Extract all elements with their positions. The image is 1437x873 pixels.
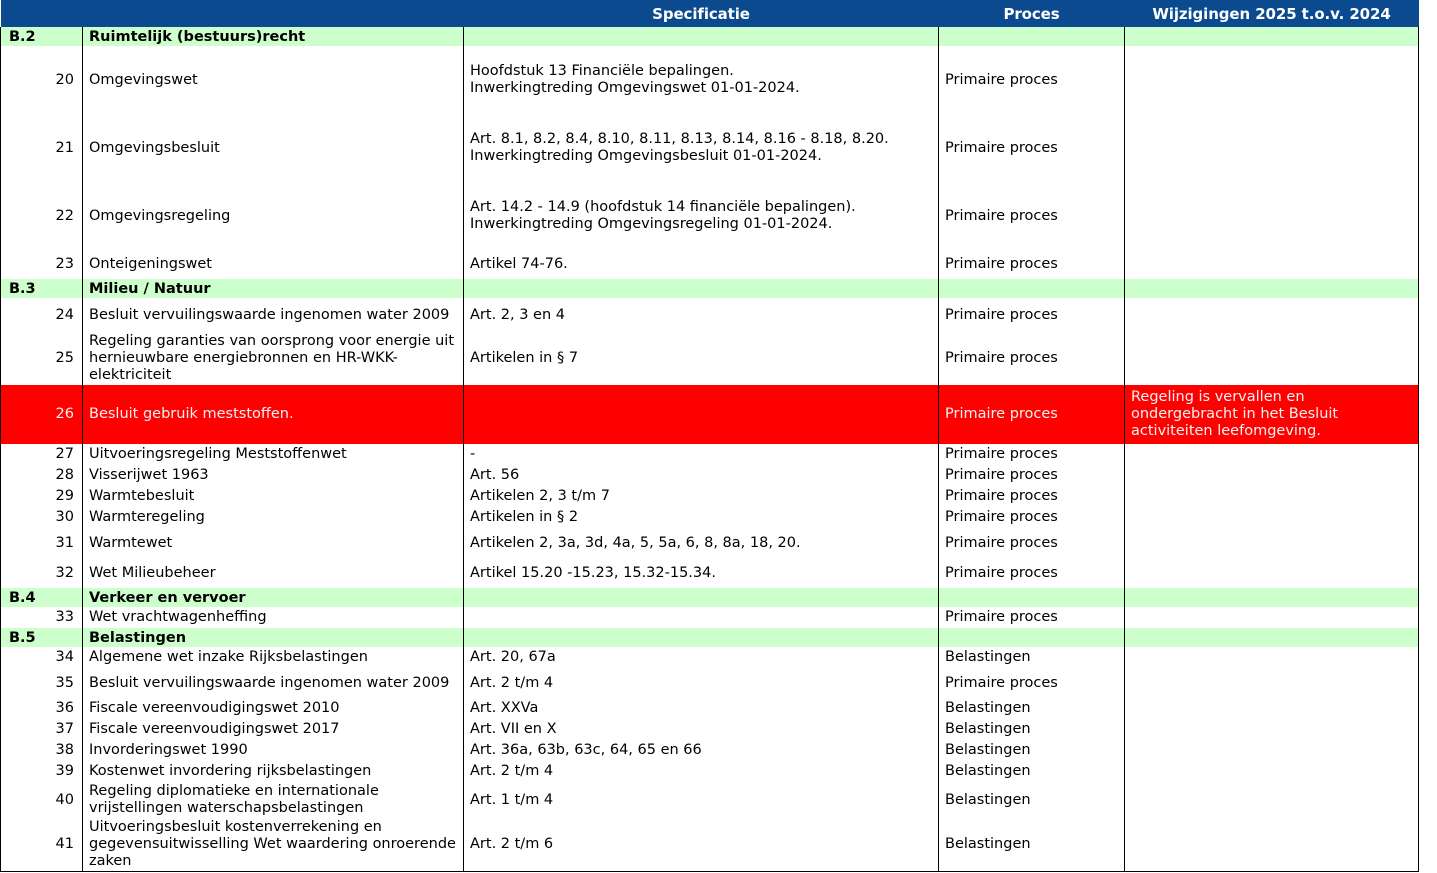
table-header-row: [1, 0, 1419, 27]
row-wijzigingen: [1125, 782, 1419, 818]
row-proces: Belastingen: [939, 761, 1125, 782]
table-header: [1, 0, 1419, 27]
row-specificatie: Hoofdstuk 13 Financiële bepalingen. Inwerkingtreding Omgevingswet 01-01-2024.: [464, 46, 939, 114]
table-row: [1, 385, 1419, 444]
row-specificatie: -: [464, 444, 939, 465]
table-row: [1, 486, 1419, 507]
row-specificatie: Art. VII en X: [464, 719, 939, 740]
section-header-row: [1, 279, 1419, 298]
row-proces: Primaire proces: [939, 507, 1125, 528]
section-proces-blank: [939, 279, 1125, 298]
row-regeling: Fiscale vereenvoudigingswet 2010: [83, 698, 464, 719]
row-regeling: Warmtewet: [83, 528, 464, 558]
row-number: 28: [1, 465, 83, 486]
section-title: Ruimtelijk (bestuurs)recht: [83, 27, 464, 46]
row-specificatie: Art. 2 t/m 4: [464, 668, 939, 698]
row-specificatie: Art. 8.1, 8.2, 8.4, 8.10, 8.11, 8.13, 8.14, 8.16 - 8.18, 8.20. Inwerkingtreding Omgevingsbesluit 01-01-2024.: [464, 114, 939, 182]
row-regeling: Visserijwet 1963: [83, 465, 464, 486]
table-row: [1, 698, 1419, 719]
row-regeling: Invorderingswet 1990: [83, 740, 464, 761]
row-specificatie: Artikelen in § 2: [464, 507, 939, 528]
row-wijzigingen: [1125, 740, 1419, 761]
row-number: 32: [1, 558, 83, 588]
row-proces: Belastingen: [939, 647, 1125, 668]
section-proces-blank: [939, 628, 1125, 647]
table-row: [1, 332, 1419, 385]
row-regeling: Warmtebesluit: [83, 486, 464, 507]
row-proces: Belastingen: [939, 740, 1125, 761]
row-proces: Belastingen: [939, 698, 1125, 719]
row-proces: Primaire proces: [939, 668, 1125, 698]
row-wijzigingen: [1125, 719, 1419, 740]
row-proces: Belastingen: [939, 719, 1125, 740]
section-spec-blank: [464, 588, 939, 607]
row-proces: Primaire proces: [939, 298, 1125, 332]
row-proces: Belastingen: [939, 782, 1125, 818]
row-regeling: Regeling diplomatieke en internationale vrijstellingen waterschapsbelastingen: [83, 782, 464, 818]
row-wijzigingen: [1125, 486, 1419, 507]
section-code: B.4: [1, 588, 83, 607]
section-header-row: [1, 27, 1419, 46]
table-row: [1, 668, 1419, 698]
row-specificatie: Artikelen in § 7: [464, 332, 939, 385]
row-proces: Primaire proces: [939, 182, 1125, 250]
row-number: 35: [1, 668, 83, 698]
section-spec-blank: [464, 27, 939, 46]
row-number: 37: [1, 719, 83, 740]
row-wijzigingen: [1125, 528, 1419, 558]
row-number: 38: [1, 740, 83, 761]
row-number: 33: [1, 607, 83, 628]
table-row: [1, 647, 1419, 668]
row-number: 22: [1, 182, 83, 250]
row-wijzigingen: [1125, 507, 1419, 528]
row-wijzigingen: [1125, 46, 1419, 114]
section-title: Milieu / Natuur: [83, 279, 464, 298]
row-number: 27: [1, 444, 83, 465]
table-body: [1, 27, 1419, 872]
row-wijzigingen: [1125, 698, 1419, 719]
row-proces: Primaire proces: [939, 46, 1125, 114]
row-specificatie: Art. 2 t/m 6: [464, 818, 939, 872]
row-number: 21: [1, 114, 83, 182]
table-row: [1, 114, 1419, 182]
section-title: Belastingen: [83, 628, 464, 647]
row-number: 24: [1, 298, 83, 332]
section-wijzigingen-blank: [1125, 279, 1419, 298]
row-wijzigingen: [1125, 298, 1419, 332]
column-header-wijzigingen: Wijzigingen 2025 t.o.v. 2024: [1125, 0, 1419, 27]
row-specificatie: [464, 385, 939, 444]
table-row: [1, 528, 1419, 558]
row-wijzigingen: Regeling is vervallen en ondergebracht in het Besluit activiteiten leefomgeving.: [1125, 385, 1419, 444]
row-regeling: Algemene wet inzake Rijksbelastingen: [83, 647, 464, 668]
row-regeling: Kostenwet invordering rijksbelastingen: [83, 761, 464, 782]
section-proces-blank: [939, 27, 1125, 46]
row-wijzigingen: [1125, 818, 1419, 872]
row-specificatie: Artikel 15.20 -15.23, 15.32-15.34.: [464, 558, 939, 588]
row-proces: Primaire proces: [939, 607, 1125, 628]
row-regeling: Wet vrachtwagenheffing: [83, 607, 464, 628]
row-specificatie: Art. 2, 3 en 4: [464, 298, 939, 332]
row-regeling: Uitvoeringsbesluit kostenverrekening en gegevensuitwisselling Wet waardering onroerende zaken: [83, 818, 464, 872]
row-specificatie: Art. 2 t/m 4: [464, 761, 939, 782]
section-proces-blank: [939, 588, 1125, 607]
table-row: [1, 298, 1419, 332]
section-wijzigingen-blank: [1125, 27, 1419, 46]
section-wijzigingen-blank: [1125, 628, 1419, 647]
table-row: [1, 607, 1419, 628]
section-header-row: [1, 588, 1419, 607]
table-row: [1, 182, 1419, 250]
table-row: [1, 46, 1419, 114]
row-wijzigingen: [1125, 332, 1419, 385]
section-code: B.2: [1, 27, 83, 46]
row-wijzigingen: [1125, 444, 1419, 465]
row-specificatie: Art. XXVa: [464, 698, 939, 719]
row-proces: Primaire proces: [939, 444, 1125, 465]
row-proces: Primaire proces: [939, 332, 1125, 385]
row-number: 23: [1, 250, 83, 279]
row-proces: Belastingen: [939, 818, 1125, 872]
row-specificatie: Artikel 74-76.: [464, 250, 939, 279]
column-header-specificatie: Specificatie: [464, 0, 939, 27]
row-regeling: Regeling garanties van oorsprong voor energie uit hernieuwbare energiebronnen en HR-WKK-elektriciteit: [83, 332, 464, 385]
row-specificatie: Art. 20, 67a: [464, 647, 939, 668]
table-row: [1, 761, 1419, 782]
table-row: [1, 444, 1419, 465]
table-row: [1, 719, 1419, 740]
column-header-regeling: [83, 0, 464, 27]
row-regeling: Warmteregeling: [83, 507, 464, 528]
row-specificatie: [464, 607, 939, 628]
row-number: 40: [1, 782, 83, 818]
section-wijzigingen-blank: [1125, 588, 1419, 607]
row-regeling: Omgevingsbesluit: [83, 114, 464, 182]
row-regeling: Besluit vervuilingswaarde ingenomen water 2009: [83, 298, 464, 332]
column-header-nr: [1, 0, 83, 27]
table-row: [1, 818, 1419, 872]
row-specificatie: Artikelen 2, 3a, 3d, 4a, 5, 5a, 6, 8, 8a, 18, 20.: [464, 528, 939, 558]
row-number: 25: [1, 332, 83, 385]
row-specificatie: Art. 36a, 63b, 63c, 64, 65 en 66: [464, 740, 939, 761]
row-specificatie: Artikelen 2, 3 t/m 7: [464, 486, 939, 507]
row-number: 34: [1, 647, 83, 668]
row-wijzigingen: [1125, 465, 1419, 486]
column-header-proces: Proces: [939, 0, 1125, 27]
row-proces: Primaire proces: [939, 558, 1125, 588]
row-proces: Primaire proces: [939, 528, 1125, 558]
row-wijzigingen: [1125, 761, 1419, 782]
row-number: 29: [1, 486, 83, 507]
row-regeling: Onteigeningswet: [83, 250, 464, 279]
row-regeling: Besluit vervuilingswaarde ingenomen water 2009: [83, 668, 464, 698]
row-regeling: Uitvoeringsregeling Meststoffenwet: [83, 444, 464, 465]
row-wijzigingen: [1125, 182, 1419, 250]
row-number: 36: [1, 698, 83, 719]
row-wijzigingen: [1125, 250, 1419, 279]
table-row: [1, 782, 1419, 818]
section-code: B.5: [1, 628, 83, 647]
row-regeling: Omgevingsregeling: [83, 182, 464, 250]
row-proces: Primaire proces: [939, 385, 1125, 444]
row-specificatie: Art. 1 t/m 4: [464, 782, 939, 818]
row-wijzigingen: [1125, 114, 1419, 182]
table-row: [1, 740, 1419, 761]
row-specificatie: Art. 14.2 - 14.9 (hoofdstuk 14 financiële bepalingen). Inwerkingtreding Omgevingsregeling 01-01-2024.: [464, 182, 939, 250]
row-number: 26: [1, 385, 83, 444]
row-regeling: Wet Milieubeheer: [83, 558, 464, 588]
table-row: [1, 558, 1419, 588]
row-wijzigingen: [1125, 668, 1419, 698]
row-regeling: Omgevingswet: [83, 46, 464, 114]
table-row: [1, 465, 1419, 486]
section-spec-blank: [464, 628, 939, 647]
row-number: 31: [1, 528, 83, 558]
row-wijzigingen: [1125, 647, 1419, 668]
row-wijzigingen: [1125, 558, 1419, 588]
row-regeling: Besluit gebruik meststoffen.: [83, 385, 464, 444]
section-code: B.3: [1, 279, 83, 298]
row-number: 41: [1, 818, 83, 872]
row-number: 20: [1, 46, 83, 114]
section-spec-blank: [464, 279, 939, 298]
row-proces: Primaire proces: [939, 486, 1125, 507]
table-row: [1, 250, 1419, 279]
row-proces: Primaire proces: [939, 465, 1125, 486]
row-wijzigingen: [1125, 607, 1419, 628]
row-specificatie: Art. 56: [464, 465, 939, 486]
row-number: 39: [1, 761, 83, 782]
row-proces: Primaire proces: [939, 114, 1125, 182]
row-proces: Primaire proces: [939, 250, 1125, 279]
table-row: [1, 507, 1419, 528]
row-number: 30: [1, 507, 83, 528]
section-title: Verkeer en vervoer: [83, 588, 464, 607]
row-regeling: Fiscale vereenvoudigingswet 2017: [83, 719, 464, 740]
section-header-row: [1, 628, 1419, 647]
